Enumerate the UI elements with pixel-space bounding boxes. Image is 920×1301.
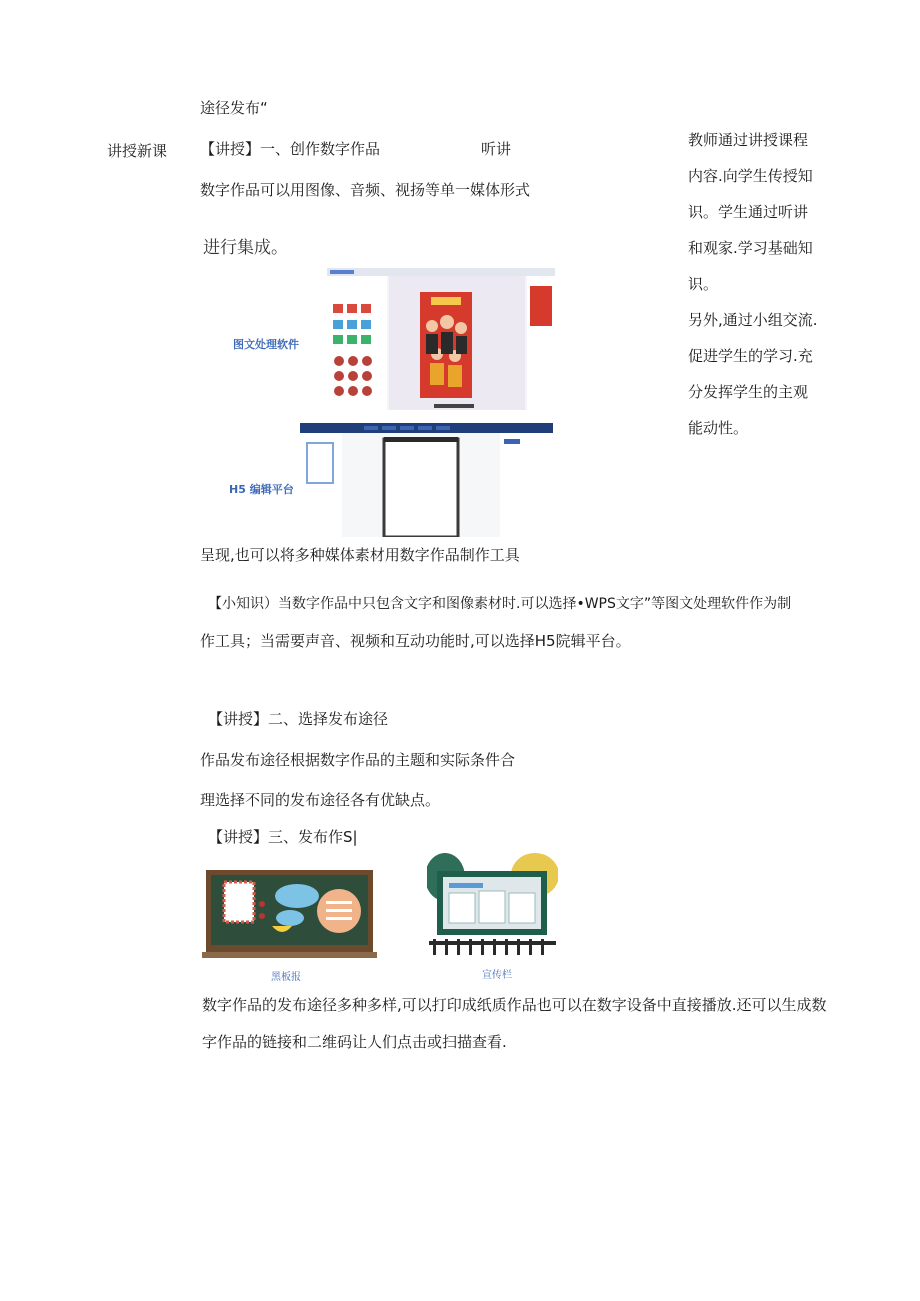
bulletin-board-illustration xyxy=(427,851,558,962)
header-line: 途径发布“ xyxy=(200,99,268,117)
h5-editor-screenshot xyxy=(300,423,553,537)
part2-line1: 作品发布途径根据数字作品的主题和实际条件合 xyxy=(200,751,516,769)
part3-heading: 【讲授】三、发布作S| xyxy=(208,828,358,846)
part3-line1: 数字作品的发布途径多种多样,可以打印成纸质作品也可以在数字设备中直接播放.还可以生成数 xyxy=(202,996,827,1014)
caption-blackboard: 黑板报 xyxy=(271,972,301,983)
tip-line2: 作工具；当需要声音、视频和互动功能时,可以选择H5院辑平台。 xyxy=(200,632,631,650)
part3-line2: 字作品的链接和二维码让人们点击或扫描查看. xyxy=(202,1033,507,1051)
design-intent-line: 促进学生的学习.充 xyxy=(688,347,813,365)
design-intent-line: 和观家.学习基础知 xyxy=(688,239,813,257)
part1-line1: 数字作品可以用图像、音频、视扬等单一媒体形式 xyxy=(200,181,531,199)
part2-heading: 【讲授】二、选择发布途径 xyxy=(208,710,389,728)
caption-bulletin-board: 宣传栏 xyxy=(482,970,512,981)
design-intent-line: 分发挥学生的主观 xyxy=(688,383,809,401)
design-intent-column xyxy=(688,130,828,454)
blackboard-illustration xyxy=(202,866,377,962)
row-label: 讲授新课 xyxy=(107,142,168,160)
design-intent-line: 另外,通过小组交流. xyxy=(688,311,818,329)
design-intent-line: 识。 xyxy=(688,275,719,293)
design-intent-line: 识。学生通过听讲 xyxy=(688,203,809,221)
design-intent-line: 教师通过讲授课程 xyxy=(688,131,809,149)
figure-label-h5-platform: H5 编辑平台 xyxy=(229,483,294,496)
design-intent-line: 内容.向学生传授知 xyxy=(688,167,813,185)
figure-label-image-software: 图文处理软件 xyxy=(233,338,299,351)
design-intent-line: 能动性。 xyxy=(688,419,749,437)
part1-heading: 【讲授】一、创作数字作品 xyxy=(200,140,381,158)
part2-line2: 理选择不同的发布途径各有优缺点。 xyxy=(200,791,441,809)
part1-line2: 进行集成。 xyxy=(203,238,288,258)
image-software-screenshot xyxy=(327,268,555,410)
tip-line1: 【小知识）当数字作品中只包含文字和图像素材时.可以选择•WPS文字”等图文处理软件作为制 xyxy=(208,596,792,612)
student-action: 听讲 xyxy=(481,140,512,158)
part1-line3: 呈现,也可以将多种媒体素材用数字作品制作工具 xyxy=(200,546,520,564)
